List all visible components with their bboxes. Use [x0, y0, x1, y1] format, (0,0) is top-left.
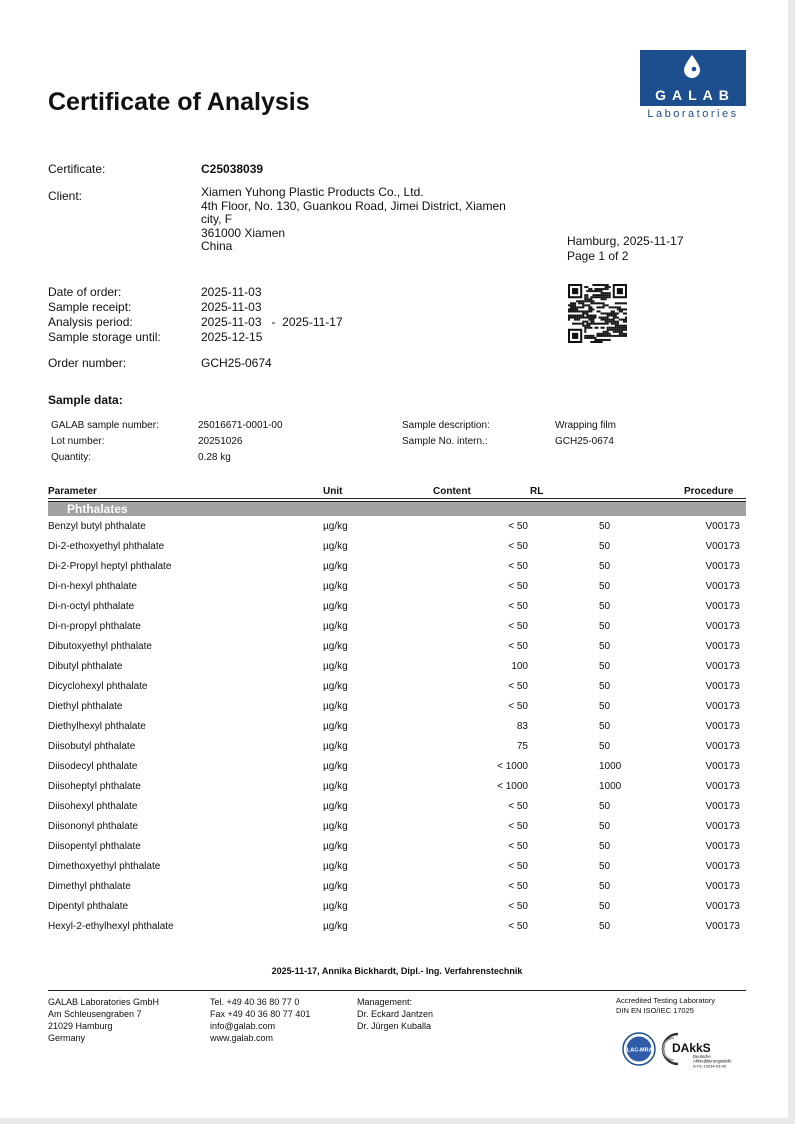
table-row	[48, 756, 746, 776]
cell-unit: µg/kg	[323, 820, 348, 832]
cell-procedure: V00173	[705, 880, 740, 892]
table-row	[48, 896, 746, 916]
lot-number-label: Lot number:	[51, 436, 105, 447]
cell-unit: µg/kg	[323, 660, 348, 672]
cell-unit: µg/kg	[323, 580, 348, 592]
cell-unit: µg/kg	[323, 560, 348, 572]
cell-procedure: V00173	[705, 760, 740, 772]
header-procedure: Procedure	[684, 484, 746, 499]
sample-data-heading: Sample data:	[48, 393, 123, 407]
sample-labels-left	[51, 418, 159, 466]
cell-unit: µg/kg	[323, 800, 348, 812]
galab-logo	[640, 50, 746, 120]
quantity: 0.28 kg	[198, 452, 231, 463]
header-rl: RL	[530, 484, 684, 499]
results-table	[48, 484, 746, 936]
cell-content: < 50	[508, 860, 528, 872]
dakks-line: Deutsche	[693, 1054, 711, 1059]
table-row	[48, 676, 746, 696]
client-address-line: 361000 Xiamen	[201, 225, 286, 240]
cell-rl: 1000	[599, 780, 622, 792]
seal-text: ILAC-MRA	[625, 1047, 653, 1054]
cell-rl: 50	[599, 820, 611, 832]
client-address-line: China	[201, 239, 233, 254]
cell-rl: 50	[599, 540, 611, 552]
header-unit: Unit	[323, 484, 433, 499]
cell-parameter: Benzyl butyl phthalate	[48, 520, 146, 532]
cell-parameter: Di-2-Propyl heptyl phthalate	[48, 560, 172, 572]
footer-email: info@galab.com	[210, 1021, 276, 1031]
cell-content: < 50	[508, 640, 528, 652]
qr-code-icon	[568, 284, 627, 343]
table-row	[48, 616, 746, 636]
table-row	[48, 636, 746, 656]
cell-parameter: Di-n-hexyl phthalate	[48, 580, 137, 592]
cell-parameter: Diisononyl phthalate	[48, 820, 139, 832]
footer-management-line: Management:	[357, 997, 413, 1007]
cell-procedure: V00173	[705, 660, 740, 672]
cell-content: < 50	[508, 820, 528, 832]
group-label: Phthalates	[48, 502, 746, 517]
footer-phone: Tel. +49 40 36 80 77 0	[210, 997, 300, 1007]
client-address-line: Xiamen Yuhong Plastic Products Co., Ltd.	[201, 185, 424, 199]
cell-parameter: Dimethyl phthalate	[48, 880, 131, 892]
sample-values-left	[198, 418, 283, 466]
footer-contact	[210, 996, 310, 1044]
signature-line: 2025-11-17, Annika Bickhardt, Dipl.- Ing. Verfahrenstechnik	[271, 966, 523, 976]
cell-parameter: Diethylhexyl phthalate	[48, 720, 146, 732]
cell-rl: 50	[599, 740, 611, 752]
page-title: Certificate of Analysis	[48, 88, 310, 116]
table-row	[48, 516, 746, 536]
cell-procedure: V00173	[705, 580, 740, 592]
cell-unit: µg/kg	[323, 720, 348, 732]
cell-parameter: Diisoheptyl phthalate	[48, 780, 141, 792]
lot-number: 20251026	[198, 436, 243, 447]
group-row	[48, 502, 746, 517]
cell-unit: µg/kg	[323, 540, 348, 552]
footer-company-line: Germany	[48, 1033, 86, 1043]
cell-rl: 50	[599, 720, 611, 732]
cell-rl: 50	[599, 900, 611, 912]
client-address-line: 4th Floor, No. 130, Guankou Road, Jimei District, Xiamen	[201, 198, 506, 213]
table-row	[48, 876, 746, 896]
cell-unit: µg/kg	[323, 740, 348, 752]
cell-parameter: Hexyl-2-ethylhexyl phthalate	[48, 920, 174, 932]
table-row	[48, 576, 746, 596]
cell-procedure: V00173	[705, 820, 740, 832]
sample-intern-label: Sample No. intern.:	[402, 436, 488, 447]
client-address-line: city, F	[201, 212, 233, 227]
cell-unit: µg/kg	[323, 600, 348, 612]
analysis-period: 2025-11-03 - 2025-11-17	[201, 315, 343, 329]
cell-rl: 50	[599, 700, 611, 712]
cell-rl: 50	[599, 660, 611, 672]
cell-rl: 50	[599, 600, 611, 612]
dakks-name: DAkkS	[672, 1041, 711, 1055]
header-parameter: Parameter	[48, 484, 323, 499]
cell-content: < 50	[508, 880, 528, 892]
cell-procedure: V00173	[705, 860, 740, 872]
location-date: Hamburg, 2025-11-17	[567, 234, 684, 248]
cell-unit: µg/kg	[323, 840, 348, 852]
footer-website: www.galab.com	[210, 1033, 274, 1043]
cell-procedure: V00173	[705, 600, 740, 612]
table-row	[48, 596, 746, 616]
drop-icon	[683, 54, 701, 78]
footer-fax: Fax +49 40 36 80 77 401	[210, 1009, 311, 1019]
cell-unit: µg/kg	[323, 620, 348, 632]
table-row	[48, 696, 746, 716]
date-of-order: 2025-11-03	[201, 285, 262, 299]
cell-rl: 50	[599, 640, 611, 652]
sample-receipt-label: Sample receipt:	[48, 300, 132, 314]
cell-parameter: Di-2-ethoxyethyl phthalate	[48, 540, 165, 552]
cell-procedure: V00173	[705, 520, 740, 532]
cell-content: < 50	[508, 700, 528, 712]
table-row	[48, 776, 746, 796]
sample-values-right	[555, 418, 616, 450]
cell-procedure: V00173	[705, 920, 740, 932]
client-label: Client:	[48, 189, 83, 203]
cell-rl: 50	[599, 620, 611, 632]
cell-rl: 50	[599, 800, 611, 812]
certificate-number: C25038039	[201, 162, 264, 176]
galab-sample-number: 25016671-0001-00	[198, 420, 283, 431]
cell-procedure: V00173	[705, 620, 740, 632]
cell-rl: 50	[599, 560, 611, 572]
cell-content: < 50	[508, 520, 528, 532]
footer-company-line: 21029 Hamburg	[48, 1021, 113, 1031]
page-indicator: Page 1 of 2	[567, 249, 629, 263]
sample-intern: GCH25-0674	[555, 436, 614, 447]
cell-content: < 1000	[497, 760, 528, 772]
cell-unit: µg/kg	[323, 760, 348, 772]
cell-content: < 50	[508, 800, 528, 812]
cell-content: 83	[516, 720, 528, 732]
cell-parameter: Dibutyl phthalate	[48, 660, 123, 672]
dates-labels	[48, 286, 161, 346]
cell-procedure: V00173	[705, 640, 740, 652]
cell-unit: µg/kg	[323, 640, 348, 652]
cell-unit: µg/kg	[323, 780, 348, 792]
cell-parameter: Dipentyl phthalate	[48, 900, 129, 912]
cell-unit: µg/kg	[323, 860, 348, 872]
cell-rl: 50	[599, 840, 611, 852]
cell-rl: 50	[599, 580, 611, 592]
storage-until: 2025-12-15	[201, 330, 263, 344]
table-row	[48, 916, 746, 936]
cell-rl: 50	[599, 860, 611, 872]
cell-unit: µg/kg	[323, 880, 348, 892]
galab-sample-number-label: GALAB sample number:	[51, 420, 159, 431]
footer-management-line: Dr. Jürgen Kuballa	[357, 1021, 432, 1031]
footer-divider	[48, 990, 746, 991]
cell-procedure: V00173	[705, 740, 740, 752]
cell-parameter: Diisopentyl phthalate	[48, 840, 141, 852]
quantity-label: Quantity:	[51, 452, 92, 463]
cell-procedure: V00173	[705, 900, 740, 912]
table-row	[48, 856, 746, 876]
client-address	[201, 186, 506, 254]
cell-unit: µg/kg	[323, 680, 348, 692]
footer-company	[48, 996, 159, 1044]
cell-content: < 50	[508, 620, 528, 632]
sample-description: Wrapping film	[555, 420, 616, 431]
cell-unit: µg/kg	[323, 900, 348, 912]
footer-management	[357, 996, 433, 1032]
cell-rl: 50	[599, 680, 611, 692]
cell-content: 75	[516, 740, 528, 752]
cell-unit: µg/kg	[323, 520, 348, 532]
dakks-line: D-PL-14234-03-00	[693, 1063, 727, 1069]
cell-parameter: Di-n-octyl phthalate	[48, 600, 135, 612]
footer-company-line: Am Schleusengraben 7	[48, 1009, 142, 1019]
ilac-mra-seal-icon	[622, 1032, 656, 1066]
cell-parameter: Diethyl phthalate	[48, 700, 123, 712]
date-of-order-label: Date of order:	[48, 285, 122, 299]
cell-rl: 50	[599, 520, 611, 532]
footer-company-line: GALAB Laboratories GmbH	[48, 997, 160, 1007]
cell-content: < 50	[508, 580, 528, 592]
cell-content: < 50	[508, 600, 528, 612]
cell-procedure: V00173	[705, 800, 740, 812]
cell-unit: µg/kg	[323, 920, 348, 932]
table-row	[48, 716, 746, 736]
cell-content: < 50	[508, 900, 528, 912]
sample-labels-right	[402, 418, 490, 450]
order-number-label: Order number:	[48, 356, 127, 370]
analysis-period-label: Analysis period:	[48, 315, 133, 329]
sample-description-label: Sample description:	[402, 420, 490, 431]
order-number: GCH25-0674	[201, 356, 272, 370]
cell-procedure: V00173	[705, 780, 740, 792]
storage-label: Sample storage until:	[48, 330, 161, 344]
header-content: Content	[433, 484, 530, 499]
certificate-label: Certificate:	[48, 162, 106, 176]
cell-content: < 50	[508, 680, 528, 692]
table-row	[48, 796, 746, 816]
logo-sub-text: Laboratories	[647, 108, 739, 120]
cell-parameter: Diisohexyl phthalate	[48, 800, 138, 812]
cell-procedure: V00173	[705, 840, 740, 852]
table-row	[48, 536, 746, 556]
dates-values	[201, 286, 343, 346]
accreditation-line: Accredited Testing Laboratory	[616, 996, 716, 1005]
cell-procedure: V00173	[705, 560, 740, 572]
cell-content: < 1000	[497, 780, 528, 792]
table-row	[48, 816, 746, 836]
cell-content: < 50	[508, 920, 528, 932]
cell-content: < 50	[508, 540, 528, 552]
cell-parameter: Diisodecyl phthalate	[48, 760, 138, 772]
table-row	[48, 656, 746, 676]
cell-unit: µg/kg	[323, 700, 348, 712]
cell-rl: 50	[599, 880, 611, 892]
cell-parameter: Dicyclohexyl phthalate	[48, 680, 148, 692]
table-row	[48, 836, 746, 856]
cell-content: < 50	[508, 560, 528, 572]
footer-management-line: Dr. Eckard Jantzen	[357, 1009, 434, 1019]
table-row	[48, 736, 746, 756]
dakks-line: Akkreditierungsstelle	[693, 1058, 732, 1064]
cell-parameter: Diisobutyl phthalate	[48, 740, 136, 752]
cell-content: < 50	[508, 840, 528, 852]
table-row	[48, 556, 746, 576]
table-header-row	[48, 484, 746, 499]
accreditation-line: DIN EN ISO/IEC 17025	[616, 1006, 694, 1015]
cell-parameter: Dibutoxyethyl phthalate	[48, 640, 152, 652]
logo-main-text: GALAB	[655, 87, 735, 103]
cell-procedure: V00173	[705, 720, 740, 732]
sample-receipt: 2025-11-03	[201, 300, 262, 314]
cell-procedure: V00173	[705, 540, 740, 552]
footer-accreditation	[616, 996, 715, 1016]
dakks-logo-icon	[660, 1030, 746, 1070]
cell-rl: 1000	[599, 760, 622, 772]
cell-rl: 50	[599, 920, 611, 932]
cell-content: 100	[511, 660, 528, 672]
cell-procedure: V00173	[705, 700, 740, 712]
cell-parameter: Dimethoxyethyl phthalate	[48, 860, 161, 872]
cell-parameter: Di-n-propyl phthalate	[48, 620, 141, 632]
cell-procedure: V00173	[705, 680, 740, 692]
